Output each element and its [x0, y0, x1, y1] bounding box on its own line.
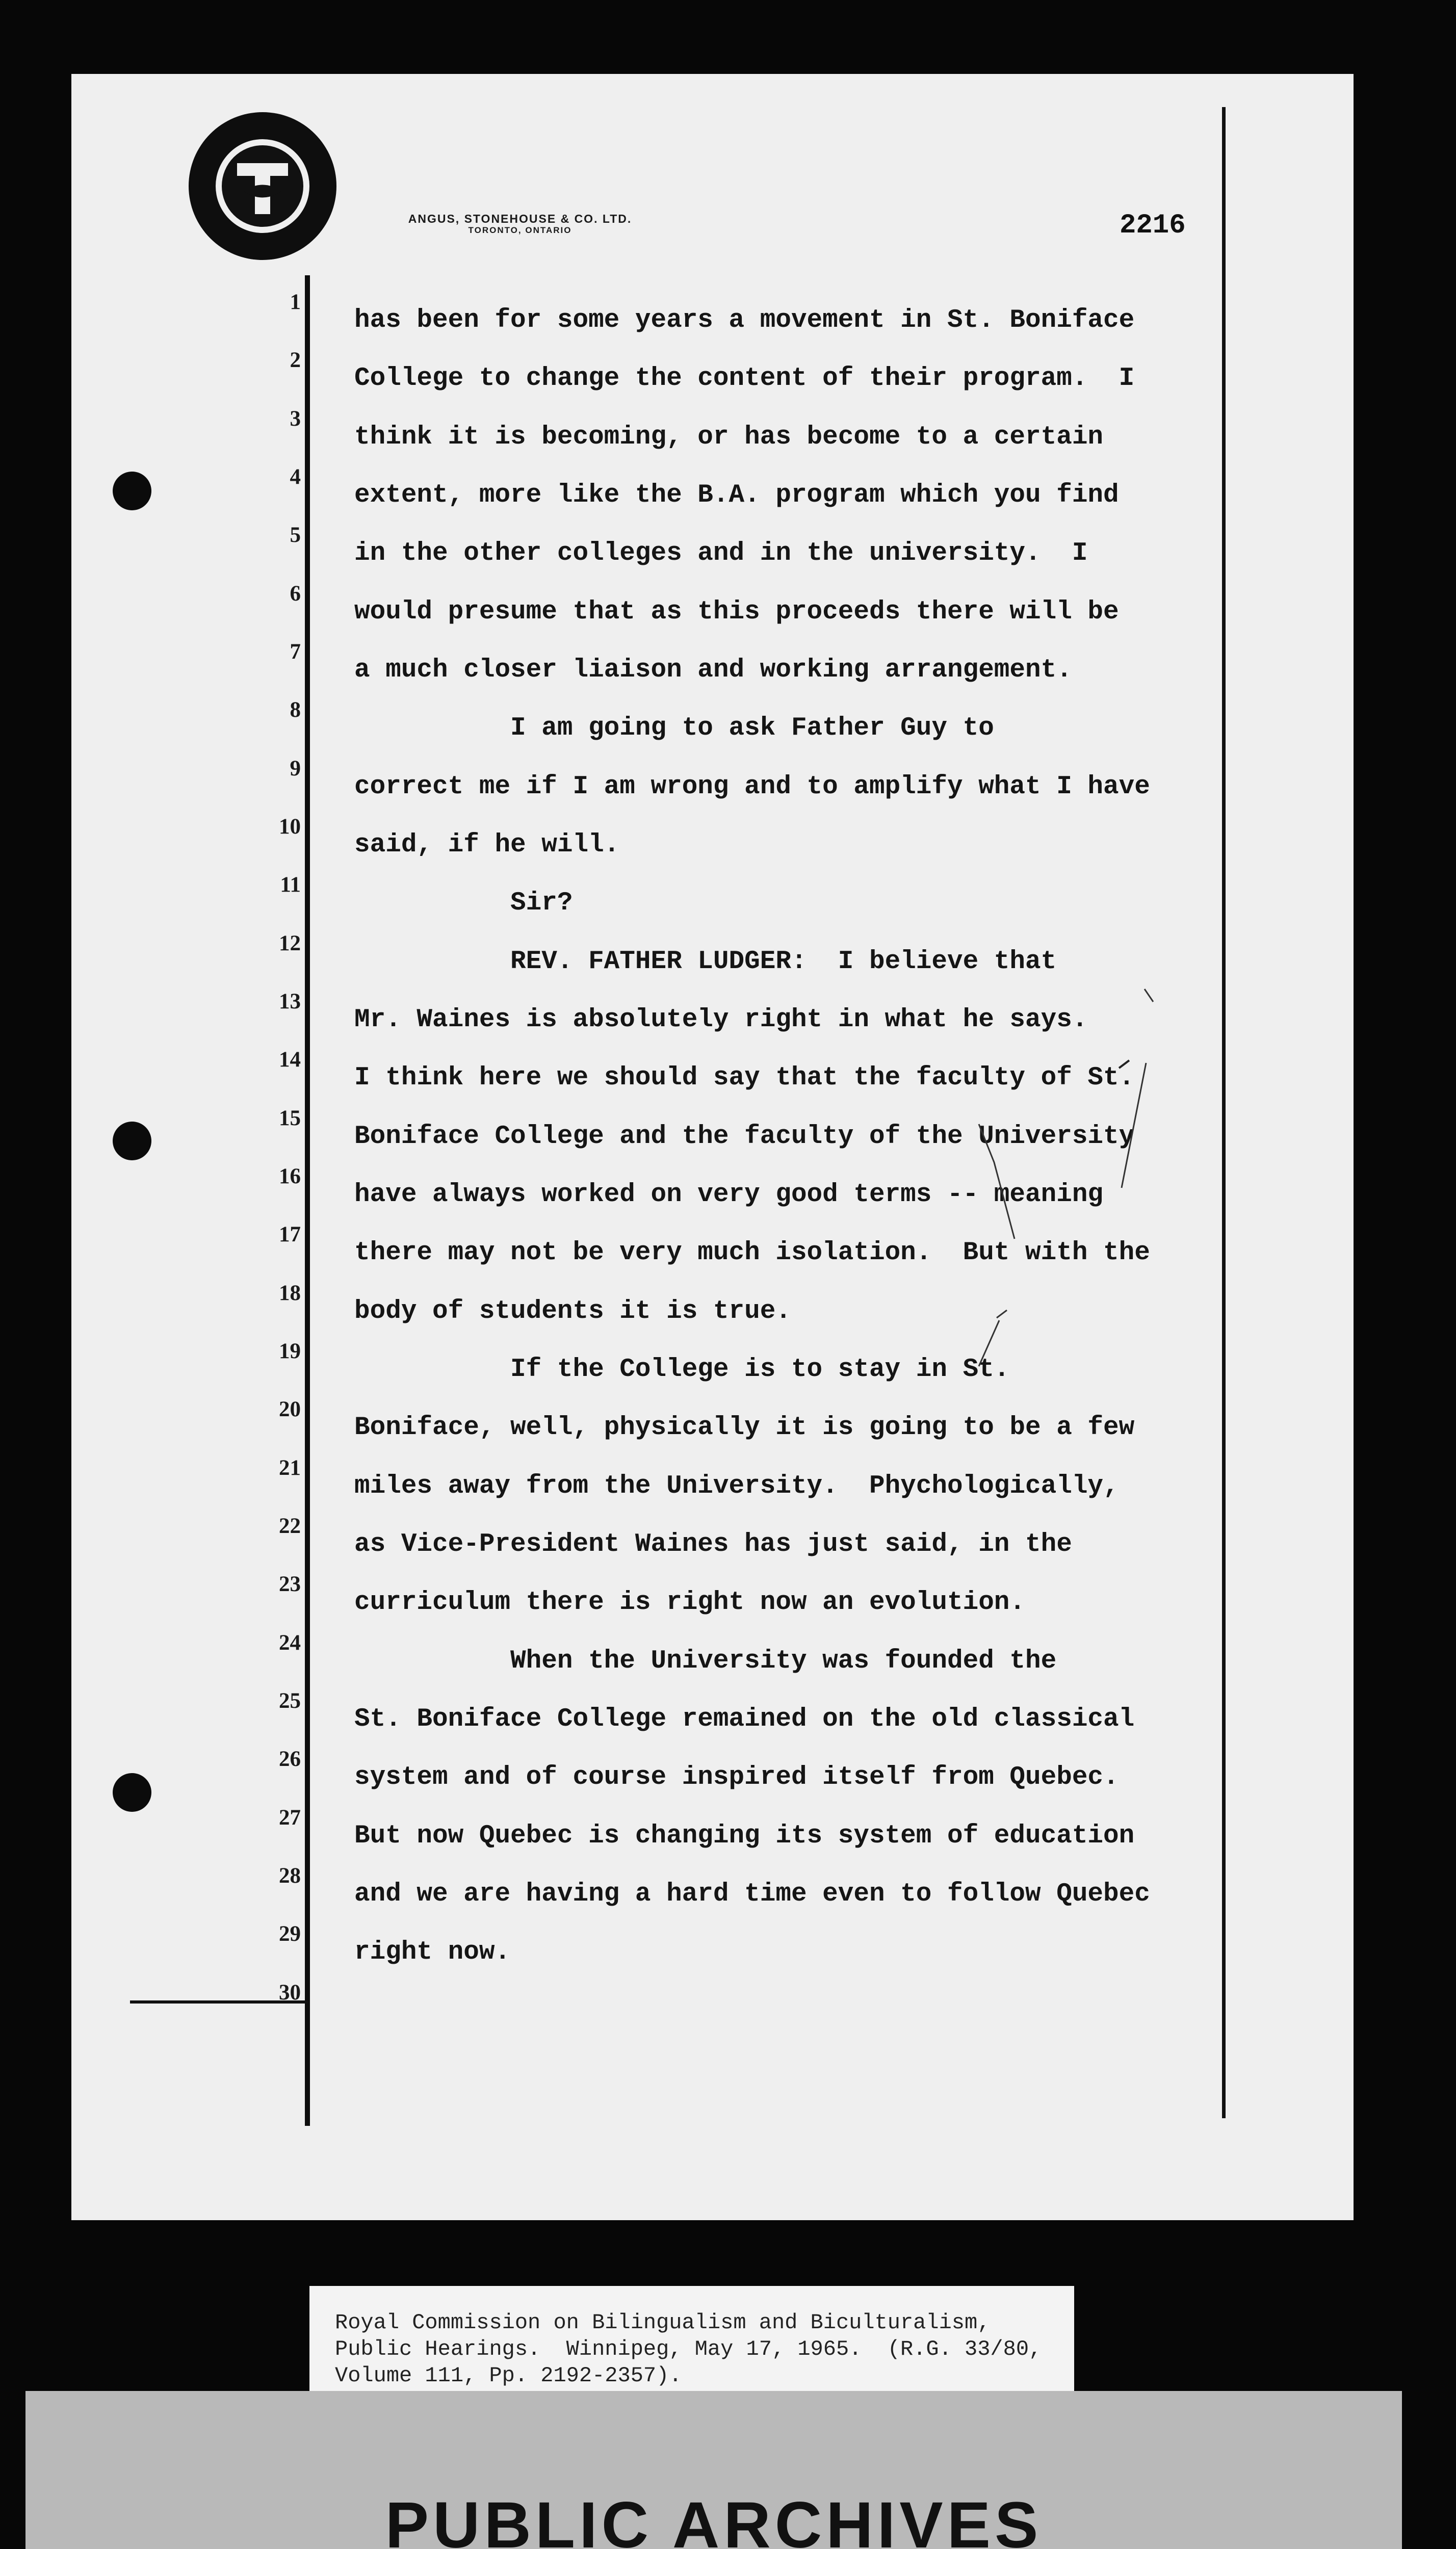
- right-margin-rule: [1222, 107, 1226, 2118]
- transcript-line: curriculum there is right now an evolution.: [354, 1588, 1026, 1617]
- line-number: 25: [279, 1689, 301, 1713]
- transcript-line: would presume that as this proceeds there will be: [354, 597, 1119, 627]
- transcript-line: there may not be very much isolation. But with the: [354, 1238, 1150, 1267]
- transcript-line: a much closer liaison and working arrangement.: [354, 656, 1072, 685]
- line-number: 13: [279, 990, 301, 1013]
- line-number: 2: [290, 348, 301, 372]
- line-number: 29: [279, 1922, 301, 1946]
- transcript-line: right now.: [354, 1938, 511, 1967]
- transcript-line: But now Quebec is changing its system of education: [354, 1822, 1135, 1851]
- transcript-line: St. Boniface College remained on the old classical: [354, 1705, 1135, 1734]
- line-number: 9: [290, 757, 301, 781]
- transcript-line: body of students it is true.: [354, 1297, 791, 1326]
- transcript-line: College to change the content of their program. I: [354, 364, 1135, 393]
- transcript-line: When the University was founded the: [354, 1647, 1057, 1676]
- transcript-line: miles away from the University. Phychologically,: [354, 1472, 1119, 1501]
- line-number: 17: [279, 1223, 301, 1246]
- line-number: 28: [279, 1864, 301, 1888]
- transcript-line: as Vice-President Waines has just said, in the: [354, 1530, 1072, 1559]
- line-number: 4: [290, 465, 301, 489]
- line-number: 6: [290, 582, 301, 606]
- line-number: 8: [290, 698, 301, 722]
- transcript-line: think it is becoming, or has become to a certain: [354, 423, 1104, 452]
- binder-hole-bottom: [113, 1773, 151, 1812]
- transcript-line: I think here we should say that the faculty of St.: [354, 1063, 1135, 1093]
- line-number: 19: [279, 1339, 301, 1363]
- transcription-logo: [178, 102, 347, 270]
- transcript-line: said, if he will.: [354, 830, 620, 860]
- line-number: 22: [279, 1514, 301, 1538]
- line-number: 27: [279, 1806, 301, 1830]
- transcript-line: have always worked on very good terms -- meaning: [354, 1180, 1104, 1209]
- binder-hole-top: [113, 472, 151, 510]
- stamp-line-english: PUBLIC ARCHIVES: [385, 2489, 1043, 2549]
- line-number: 5: [290, 523, 301, 547]
- line-number: 14: [279, 1048, 301, 1072]
- transcript-line: system and of course inspired itself from Quebec.: [354, 1763, 1119, 1792]
- line-number: 20: [279, 1397, 301, 1421]
- line-number: 24: [279, 1631, 301, 1655]
- firm-letterhead: [342, 212, 698, 236]
- binder-hole-middle: [113, 1122, 151, 1160]
- line-number: 12: [279, 931, 301, 955]
- line-number: 16: [279, 1164, 301, 1188]
- transcript-line: extent, more like the B.A. program which you find: [354, 481, 1119, 510]
- line-number: 10: [279, 815, 301, 839]
- transcript-line: in the other colleges and in the university. I: [354, 539, 1088, 568]
- transcript-line: Mr. Waines is absolutely right in what he says.: [354, 1005, 1088, 1034]
- citation-line: Public Hearings. Winnipeg, May 17, 1965. (R.G. 33/80,: [335, 2337, 1042, 2361]
- line-number: 15: [279, 1106, 301, 1130]
- transcript-line: has been for some years a movement in St. Boniface: [354, 306, 1135, 335]
- page-number: 2216: [1120, 210, 1186, 241]
- transcript-line: Sir?: [354, 889, 573, 918]
- line-number: 21: [279, 1456, 301, 1480]
- transcript-line: I am going to ask Father Guy to: [354, 714, 994, 743]
- speaker-line: REV. FATHER LUDGER: I believe that: [354, 947, 1057, 976]
- firm-city: TORONTO, ONTARIO: [468, 225, 572, 236]
- line-number: 26: [279, 1747, 301, 1771]
- transcript-line: If the College is to stay in St.: [354, 1355, 1010, 1384]
- citation-line: Volume 111, Pp. 2192-2357).: [335, 2363, 682, 2388]
- line-number: 7: [290, 640, 301, 664]
- line-number: 30: [279, 1981, 301, 2005]
- line-number: 23: [279, 1572, 301, 1596]
- public-archives-stamp: [25, 2391, 1402, 2549]
- transcript-line: and we are having a hard time even to follow Quebec: [354, 1880, 1150, 1909]
- transcript-line: Boniface College and the faculty of the University: [354, 1122, 1135, 1151]
- line-number: 18: [279, 1281, 301, 1305]
- citation-line: Royal Commission on Bilingualism and Biculturalism,: [335, 2310, 991, 2335]
- line-number: 3: [290, 407, 301, 431]
- transcript-line: correct me if I am wrong and to amplify what I have: [354, 772, 1150, 801]
- line-number: 11: [280, 873, 301, 897]
- firm-name: ANGUS, STONEHOUSE & CO. LTD.: [408, 212, 632, 225]
- line-number: 1: [290, 290, 301, 314]
- transcript-line: Boniface, well, physically it is going to be a few: [354, 1413, 1135, 1442]
- left-margin-rule: [305, 275, 310, 2126]
